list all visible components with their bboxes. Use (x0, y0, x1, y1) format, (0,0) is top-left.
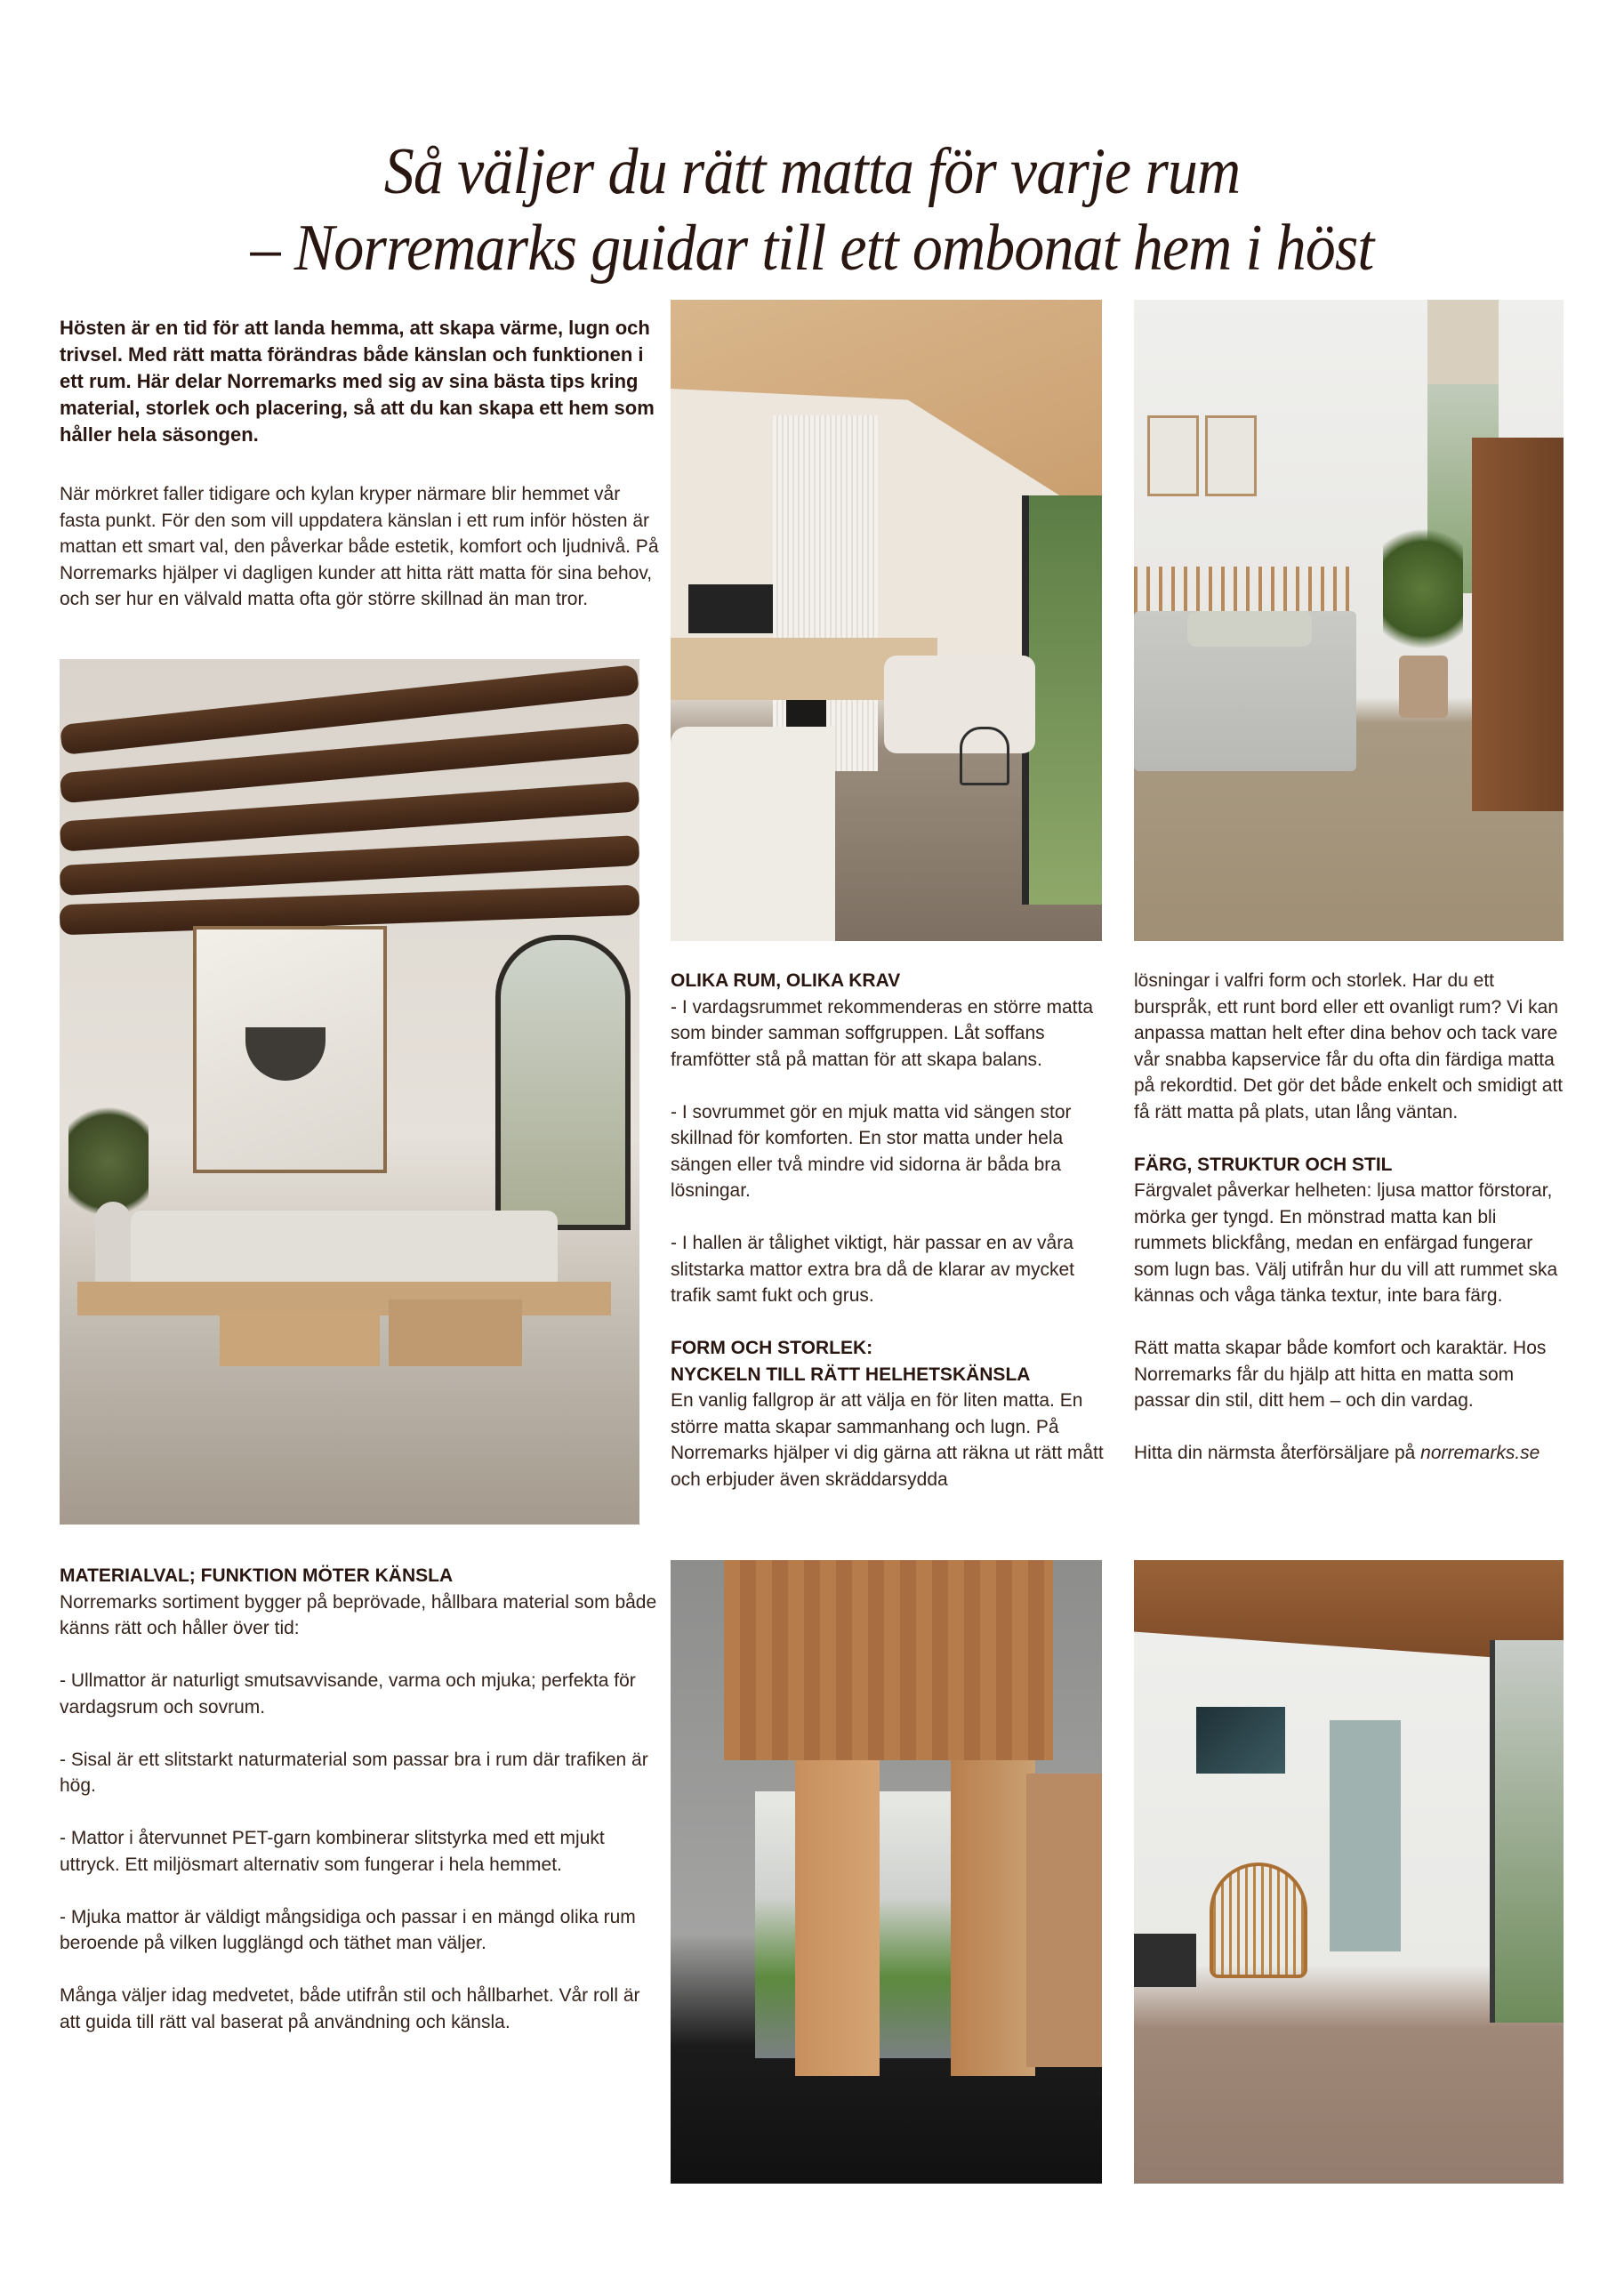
intro-paragraph: När mörkret faller tidigare och kylan kryper närmare blir hemmet vår fasta punkt. För den som vill uppdatera känslan i ett rum inför hösten är mattan ett smart val, den påverkar både estetik, komfort och ljudnivå. På Norremarks hjälper vi dagligen kunder att hitta rätt matta för sina behov, och ser hur en välvald matta ofta gör större skillnad än man tror. (60, 484, 659, 609)
heading-materials: MATERIALVAL; FUNKTION MÖTER KÄNSLA (60, 1565, 454, 1586)
materials-intro: Norremarks sortiment bygger på beprövade, hållbara material som både känns rätt och håller över tid: (60, 1591, 657, 1638)
rooms-hall: - I hallen är tålighet viktigt, här passar en av våra slitstarka mattor extra bra då de klarar av mycket trafik samt fukt och grus. (671, 1233, 1074, 1306)
heading-color: FÄRG, STRUKTUR OCH STIL (1134, 1154, 1393, 1175)
materials-closing: Många väljer idag medvetet, både utifrån stil och hållbarhet. Vår roll är att guida till rätt val baserat på användning och känsla. (60, 1985, 640, 2032)
section-size-color (1134, 968, 1568, 1467)
photo-bedroom (1134, 300, 1564, 941)
title-line-1: Så väljer du rätt matta för varje rum (383, 134, 1241, 208)
rooms-living: - I vardagsrummet rekommenderas en större matta som binder samman soffgruppen. Låt soffans framfötter stå på mattan för att skapa balans. (671, 996, 1094, 1070)
size-paragraph-start: En vanlig fallgrop är att välja en för liten matta. En större matta skapar sammanhang och lugn. På Norremarks hjälper vi dig gärna att räkna ut rätt mått och erbjuder även skräddarsydda (671, 1390, 1104, 1490)
materials-sisal: - Sisal är ett slitstarkt naturmaterial som passar bra i rum där trafiken är hög. (60, 1749, 648, 1796)
materials-soft: - Mjuka mattor är väldigt mångsidiga och passar i en mängd olika rum beroende på vilken lugglängd och täthet man väljer. (60, 1906, 636, 1953)
photo-entrance-door (671, 1560, 1102, 2184)
materials-wool: - Ullmattor är naturligt smutsavvisande, varma och mjuka; perfekta för vardagsrum och sovrum. (60, 1670, 636, 1718)
website-link[interactable]: norremarks.se (1420, 1443, 1540, 1463)
color-paragraph: Färgvalet påverkar helheten: ljusa mattor förstorar, mörka ger tyngd. En mönstrad matta kan bli rummets blickfång, medan en enfärgad fungerar som lugn bas. Välj utifrån hur du vill att rummet ska kännas och våga tänka textur, inte bara färg. (1134, 1180, 1558, 1306)
cta-line (1134, 1440, 1568, 1467)
photo-living-room-fireplace (671, 300, 1102, 941)
lead-paragraph: Hösten är en tid för att landa hemma, att skapa värme, lugn och trivsel. Med rätt matta förändras både känslan och funktionen i ett rum. Här delar Norremarks med sig av sina bästa tips kring material, storlek och placering, så att du kan skapa ett hem som håller hela säsongen. (60, 317, 655, 446)
section-rooms (671, 968, 1106, 1493)
closing-paragraph: Rätt matta skapar både komfort och karaktär. Hos Norremarks får du hjälp att hitta en matta som passar din stil, ditt hem – och din vardag. (1134, 1338, 1547, 1411)
photo-hallway-chair (1134, 1560, 1564, 2184)
materials-pet: - Mattor i återvunnet PET-garn kombinerar slitstyrka med ett mjukt uttryck. Ett miljösmart alternativ som fungerar i hela hemmet. (60, 1828, 605, 1875)
size-paragraph-cont: lösningar i valfri form och storlek. Har du ett burspråk, ett runt bord eller ett ovanligt rum? Vi kan anpassa mattan helt efter dina behov och tack vare vår snabba kapservice får du ofta din färdiga matta på rekordtid. Det gör det både enkelt och smidigt att få rätt matta på plats, utan lång väntan. (1134, 970, 1564, 1122)
article-title (114, 133, 1510, 286)
heading-size-2: NYCKELN TILL RÄTT HELHETSKÄNSLA (671, 1364, 1031, 1385)
section-materials (60, 1563, 664, 2035)
cta-text: Hitta din närmsta återförsäljare på (1134, 1443, 1421, 1463)
photo-living-room-beams (60, 659, 639, 1525)
heading-rooms: OLIKA RUM, OLIKA KRAV (671, 970, 901, 991)
rooms-bedroom: - I sovrummet gör en mjuk matta vid sängen stor skillnad för komforten. En stor matta under hela sängen eller två mindre vid sidorna är båda bra lösningar. (671, 1101, 1072, 1201)
heading-size-1: FORM OCH STORLEK: (671, 1338, 873, 1358)
title-line-2: – Norremarks guidar till ett ombonat hem i höst (250, 211, 1374, 285)
